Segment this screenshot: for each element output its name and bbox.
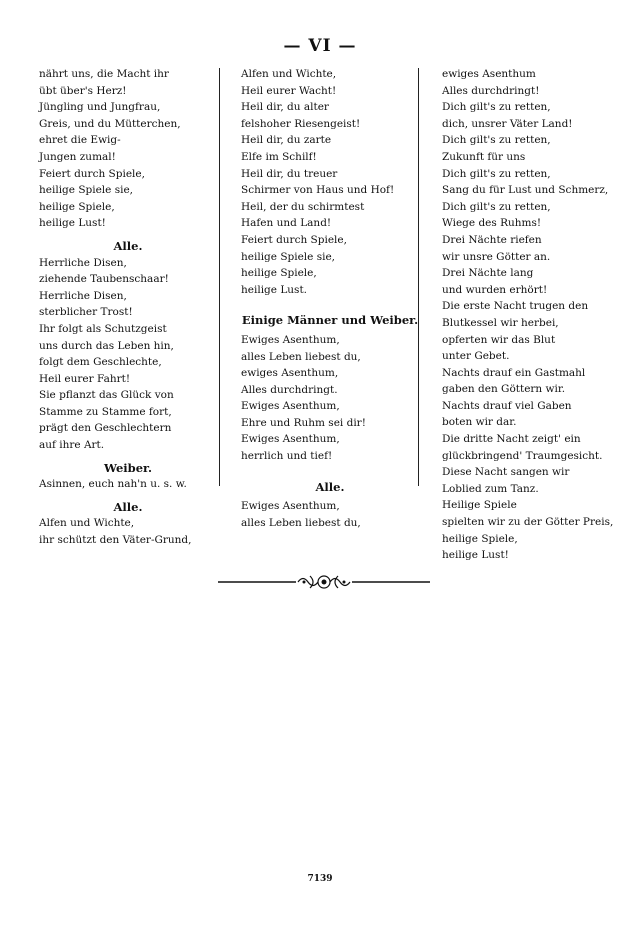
verse-line: Drei Nächte lang [442, 267, 534, 280]
verse-line: Heil dir, du zarte [241, 134, 332, 147]
verse-line: Zukunft für uns [442, 150, 526, 163]
verse-line: Ihr folgt als Schutzgeist [39, 322, 167, 335]
verse-line: Heil dir, du treuer [241, 167, 338, 180]
verse-line: opferten wir das Blut [442, 333, 556, 346]
verse-line: Dich gilt's zu retten, [442, 101, 551, 114]
verse-line: Wiege des Ruhms! [442, 217, 542, 230]
verse-line: Dich gilt's zu retten, [442, 134, 551, 147]
verse-line: dich, unsrer Väter Land! [442, 117, 573, 130]
verse-line: Loblied zum Tanz. [442, 482, 539, 495]
stanza-1 [241, 66, 419, 298]
verse-line: Ewiges Asenthum, [241, 433, 340, 446]
verse-line: Heilige Spiele [442, 499, 517, 512]
verse-line: heilige Lust! [39, 217, 106, 230]
verse-line: Feiert durch Spiele, [39, 167, 145, 180]
speaker-heading: Alle. [315, 479, 345, 494]
verse-line: spielten wir zu der Götter Preis, [442, 516, 614, 529]
verse-line: heilige Spiele, [442, 532, 518, 545]
stanza-1 [442, 66, 620, 564]
column-1 [39, 66, 217, 549]
verse-line: Herrliche Disen, [39, 256, 127, 269]
verse-line: Feiert durch Spiele, [241, 233, 347, 246]
verse-line: und wurden erhört! [442, 283, 548, 296]
stanza-2 [39, 255, 217, 454]
verse-line: Sie pflanzt das Glück von [39, 389, 174, 402]
column-2 [241, 66, 419, 531]
verse-line: ziehende Taubenschaar! [39, 273, 169, 286]
verse-line: Ehre und Ruhm sei dir! [241, 416, 366, 429]
verse-line: sterblicher Trost! [39, 306, 133, 319]
verse-line: ewiges Asenthum [442, 68, 536, 80]
column-divider [219, 68, 220, 486]
verse-line: Elfe im Schilf! [241, 150, 317, 163]
verse-line: Alfen und Wichte, [241, 68, 337, 80]
verse-line: Alfen und Wichte, [39, 517, 135, 530]
column-divider [418, 68, 419, 486]
verse-line: Heil eurer Fahrt! [39, 372, 131, 385]
verse-line: heilige Spiele sie, [39, 184, 134, 197]
verse-line: Drei Nächte riefen [442, 233, 542, 246]
stanza-2 [241, 332, 419, 465]
verse-line: ihr schützt den Väter-Grund, [39, 534, 192, 547]
verse-line: Dich gilt's zu retten, [442, 200, 551, 213]
verse-line: Asinnen, euch nah'n u. s. w. [39, 478, 187, 491]
verse-line: Sang du für Lust und Schmerz, [442, 184, 609, 197]
verse-line: glückbringend' Traumgesicht. [442, 449, 603, 462]
verse-line: Heil dir, du alter [241, 101, 329, 114]
verse-line: heilige Lust! [442, 549, 509, 562]
stanza-1 [39, 66, 217, 232]
verse-line: felshoher Riesengeist! [241, 117, 361, 130]
verse-line: alles Leben liebest du, [241, 516, 361, 529]
verse-line: Ewiges Asenthum, [241, 400, 340, 413]
column-3 [442, 66, 620, 564]
verse-line: heilige Spiele, [39, 200, 115, 213]
stanza-3 [241, 498, 419, 531]
verse-line: Jüngling und Jungfrau, [39, 101, 161, 114]
verse-line: nährt uns, die Macht ihr [39, 68, 169, 80]
verse-line: Heil eurer Wacht! [241, 84, 337, 97]
verse-line: Diese Nacht sangen wir [442, 466, 570, 479]
verse-line: Ewiges Asenthum, [241, 333, 340, 346]
verse-line: herrlich und tief! [241, 450, 333, 463]
speaker-heading: Alle. [113, 499, 143, 514]
verse-line: Alles durchdringt! [442, 84, 540, 97]
verse-line: Heil, der du schirmtest [241, 200, 365, 213]
verse-line: Stamme zu Stamme fort, [39, 405, 172, 418]
verse-line: Dich gilt's zu retten, [442, 167, 551, 180]
verse-line: Hafen und Land! [241, 217, 332, 230]
verse-line: Blutkessel wir herbei, [442, 316, 559, 329]
verse-line: Alles durchdringt. [241, 383, 338, 396]
verse-line: auf ihre Art. [39, 439, 105, 452]
verse-line: Die erste Nacht trugen den [442, 300, 589, 313]
verse-line: boten wir dar. [442, 416, 517, 429]
verse-line: prägt den Geschlechtern [39, 422, 172, 435]
verse-line: wir unsre Götter an. [442, 250, 551, 263]
stanza-3 [39, 476, 217, 493]
verse-line: uns durch das Leben hin, [39, 339, 174, 352]
verse-line: Schirmer von Haus und Hof! [241, 184, 395, 197]
verse-line: Jungen zumal! [39, 150, 116, 163]
verse-line: Nachts drauf ein Gastmahl [442, 366, 586, 379]
verse-line: ewiges Asenthum, [241, 367, 339, 380]
ornament-divider [218, 572, 430, 592]
verse-line: gaben den Göttern wir. [442, 383, 566, 396]
stanza-4 [39, 515, 217, 548]
verse-line: heilige Spiele, [241, 267, 317, 280]
verse-line: heilige Spiele sie, [241, 250, 336, 263]
verse-line: übt über's Herz! [39, 84, 127, 97]
verse-line: folgt dem Geschlechte, [39, 356, 162, 369]
verse-line: Die dritte Nacht zeigt' ein [442, 433, 581, 446]
verse-line: heilige Lust. [241, 283, 308, 296]
speaker-heading: Weiber. [103, 460, 153, 475]
verse-line: Herrliche Disen, [39, 289, 127, 302]
verse-line: Nachts drauf viel Gaben [442, 399, 572, 412]
verse-line: ehret die Ewig- [39, 134, 121, 147]
page-header: — VI — [283, 36, 357, 56]
page-number: 7139 [307, 874, 333, 884]
speaker-heading: Alle. [113, 238, 143, 253]
verse-line: unter Gebet. [442, 350, 510, 363]
speaker-heading: Einige Männer und Weiber. [241, 313, 419, 328]
verse-line: Greis, und du Mütterchen, [39, 117, 181, 130]
verse-line: alles Leben liebest du, [241, 350, 361, 363]
verse-line: Ewiges Asenthum, [241, 500, 340, 513]
